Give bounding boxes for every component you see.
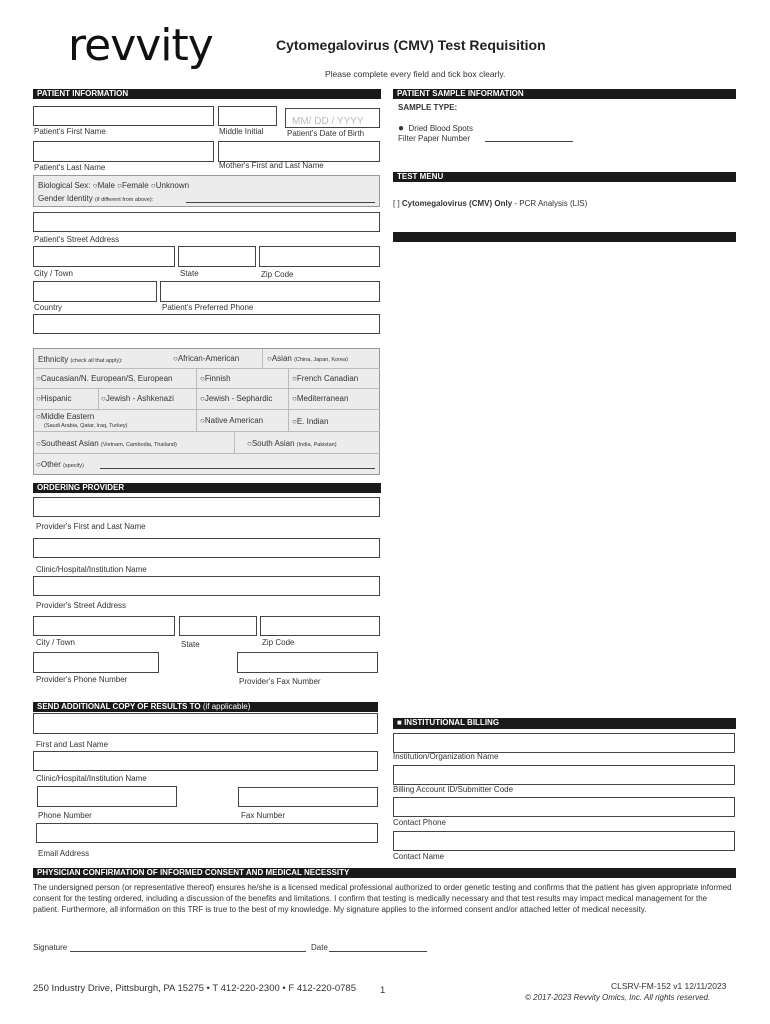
sex-male-radio[interactable]: ○Male bbox=[92, 181, 115, 190]
copyright: © 2017-2023 Revvity Omics, Inc. All rights reserved. bbox=[525, 993, 711, 1002]
billing-contact-phone-label: Contact Phone bbox=[393, 818, 446, 827]
footer-address: 250 Industry Drive, Pittsburgh, PA 15275 • T 412-220-2300 • F 412-220-0785 bbox=[33, 983, 356, 994]
provider-city-label: City / Town bbox=[36, 638, 75, 647]
sex-gender-panel bbox=[33, 175, 380, 207]
send-copy-heading: SEND ADDITIONAL COPY OF RESULTS TO (if applicable) bbox=[33, 702, 378, 712]
provider-name-label: Provider's First and Last Name bbox=[36, 522, 146, 531]
middle-initial-label: Middle Initial bbox=[219, 127, 264, 136]
mother-name-field[interactable] bbox=[218, 141, 380, 162]
patient-info-heading: PATIENT INFORMATION bbox=[33, 89, 381, 99]
eth-hispanic-radio[interactable]: ○Hispanic bbox=[36, 394, 72, 403]
patient-last-name-field[interactable] bbox=[33, 141, 214, 162]
eth-southeast-asian-radio[interactable]: ○Southeast Asian (Vietnam, Cambodia, Thailand) bbox=[36, 439, 177, 448]
eth-native-american-radio[interactable]: ○Native American bbox=[200, 416, 264, 425]
eth-asian-radio[interactable]: ○Asian (China, Japan, Korea) bbox=[267, 354, 348, 363]
blank-bar bbox=[393, 232, 736, 242]
middle-initial-field[interactable] bbox=[218, 106, 277, 126]
dob-field[interactable] bbox=[285, 108, 380, 128]
provider-fax-field[interactable] bbox=[237, 652, 378, 673]
filter-paper-line[interactable] bbox=[485, 141, 573, 142]
instruction-text: Please complete every field and tick box clearly. bbox=[325, 69, 506, 79]
eth-other-line[interactable] bbox=[100, 468, 375, 469]
ethnicity-panel bbox=[33, 348, 380, 475]
copy-clinic-field[interactable] bbox=[33, 751, 378, 771]
eth-finnish-radio[interactable]: ○Finnish bbox=[200, 374, 231, 383]
provider-state-field[interactable] bbox=[179, 616, 257, 636]
signature-label: Signature bbox=[33, 943, 68, 952]
billing-account-field[interactable] bbox=[393, 765, 735, 785]
sex-unknown-radio[interactable]: ○Unknown bbox=[150, 181, 190, 190]
provider-zip-field[interactable] bbox=[260, 616, 380, 636]
patient-country-field[interactable] bbox=[33, 281, 157, 302]
patient-zip-label: Zip Code bbox=[261, 270, 294, 279]
filter-paper-label: Filter Paper Number bbox=[398, 134, 471, 143]
gender-identity-row bbox=[38, 194, 153, 203]
eth-jewish-sephardic-radio[interactable]: ○Jewish - Sephardic bbox=[200, 394, 273, 403]
date-label: Date bbox=[311, 943, 328, 952]
institutional-billing-heading: ■ INSTITUTIONAL BILLING bbox=[393, 718, 736, 729]
sample-info-heading: PATIENT SAMPLE INFORMATION bbox=[393, 89, 736, 99]
provider-fax-label: Provider's Fax Number bbox=[239, 677, 321, 686]
billing-contact-name-label: Contact Name bbox=[393, 852, 445, 861]
patient-city-label: City / Town bbox=[34, 269, 73, 278]
gender-identity-label: Gender Identity bbox=[38, 194, 93, 203]
provider-name-field[interactable] bbox=[33, 497, 380, 517]
form-id: CLSRV-FM-152 v1 12/11/2023 bbox=[611, 981, 727, 991]
middle-eastern-note: (Saudi Arabia, Qatar, Iraq, Turkey) bbox=[44, 423, 128, 429]
page-title: Cytomegalovirus (CMV) Test Requisition bbox=[276, 37, 546, 53]
provider-street-label: Provider's Street Address bbox=[36, 601, 127, 610]
patient-country-label: Country bbox=[34, 303, 63, 312]
patient-zip-field[interactable] bbox=[259, 246, 380, 267]
copy-phone-label: Phone Number bbox=[38, 811, 92, 820]
copy-fax-field[interactable] bbox=[238, 787, 378, 807]
billing-contact-name-field[interactable] bbox=[393, 831, 735, 851]
sex-female-radio[interactable]: ○Female bbox=[117, 181, 149, 190]
copy-email-field[interactable] bbox=[36, 823, 378, 843]
test-menu-heading: TEST MENU bbox=[393, 172, 736, 182]
mother-name-label: Mother's First and Last Name bbox=[219, 161, 324, 170]
patient-extra-field[interactable] bbox=[33, 314, 380, 334]
cmv-test-option[interactable]: [ ] Cytomegalovirus (CMV) Only - PCR Analysis (LIS) bbox=[393, 199, 588, 208]
patient-city-field[interactable] bbox=[33, 246, 175, 267]
copy-phone-field[interactable] bbox=[37, 786, 177, 807]
provider-clinic-field[interactable] bbox=[33, 538, 380, 558]
eth-french-canadian-radio[interactable]: ○French Canadian bbox=[292, 374, 359, 383]
copy-clinic-label: Clinic/Hospital/Institution Name bbox=[36, 774, 147, 783]
ethnicity-label: Ethnicity (check all that apply): bbox=[38, 355, 123, 364]
eth-mediterranean-radio[interactable]: ○Mediterranean bbox=[292, 394, 349, 403]
dried-blood-spots-option[interactable]: ● Dried Blood Spots bbox=[398, 123, 473, 134]
sample-type-label: SAMPLE TYPE: bbox=[398, 103, 458, 112]
bio-sex-label: Biological Sex: bbox=[38, 181, 91, 190]
patient-state-label: State bbox=[180, 269, 199, 278]
billing-org-field[interactable] bbox=[393, 733, 735, 753]
eth-african-american-radio[interactable]: ○African-American bbox=[173, 354, 240, 363]
dob-placeholder: MM/ DD / YYYY bbox=[292, 116, 364, 127]
provider-clinic-label: Clinic/Hospital/Institution Name bbox=[36, 565, 147, 574]
filled-radio-icon: ● bbox=[398, 123, 405, 134]
revvity-logo: revvity bbox=[68, 20, 213, 71]
patient-first-name-field[interactable] bbox=[33, 106, 214, 126]
patient-phone-label: Patient's Preferred Phone bbox=[162, 303, 254, 312]
ordering-provider-heading: ORDERING PROVIDER bbox=[33, 483, 381, 493]
eth-other-radio[interactable]: ○Other (specify) bbox=[36, 460, 84, 469]
consent-heading: PHYSICIAN CONFIRMATION OF INFORMED CONSENT AND MEDICAL NECESSITY bbox=[33, 868, 736, 878]
eth-south-asian-radio[interactable]: ○South Asian (India, Pakistan) bbox=[247, 439, 337, 448]
consent-text: The undersigned person (or representative thereof) ensures he/she is a licensed medical professional authorized to order genetic testing and confirms that the patient has given appropriate informed consent for the testing ordered, including a discussion of the benefits and limitations. I confirm that testing is medically necessary and that test results may impact medical management for the patient. Furthermore, all information on this TRF is true to the best of my knowledge. My signature applies to the informed consent and/or attached letter of medical necessity. bbox=[33, 883, 732, 914]
gender-identity-line[interactable] bbox=[186, 202, 375, 203]
page-number: 1 bbox=[380, 985, 386, 996]
provider-phone-label: Provider's Phone Number bbox=[36, 675, 128, 684]
eth-jewish-ashkenazi-radio[interactable]: ○Jewish - Ashkenazi bbox=[101, 394, 174, 403]
billing-contact-phone-field[interactable] bbox=[393, 797, 735, 817]
first-name-label: Patient's First Name bbox=[34, 127, 106, 136]
gender-identity-note: (if different from above): bbox=[94, 197, 154, 203]
eth-middle-eastern-radio[interactable]: ○Middle Eastern bbox=[36, 412, 95, 421]
last-name-label: Patient's Last Name bbox=[34, 163, 106, 172]
copy-name-field[interactable] bbox=[33, 713, 378, 734]
provider-zip-label: Zip Code bbox=[262, 638, 295, 647]
copy-name-label: First and Last Name bbox=[36, 740, 109, 749]
billing-account-label: Billing Account ID/Submitter Code bbox=[393, 785, 514, 794]
patient-street-label: Patient's Street Address bbox=[34, 235, 120, 244]
patient-street-field[interactable] bbox=[33, 212, 380, 232]
provider-phone-field[interactable] bbox=[33, 652, 159, 673]
copy-email-label: Email Address bbox=[38, 849, 90, 858]
bio-sex-row bbox=[38, 181, 189, 190]
patient-state-field[interactable] bbox=[178, 246, 256, 267]
dob-label: Patient's Date of Birth bbox=[287, 129, 365, 138]
signature-line[interactable] bbox=[70, 951, 306, 952]
copy-fax-label: Fax Number bbox=[241, 811, 286, 820]
billing-org-label: Institution/Organization Name bbox=[393, 752, 499, 761]
provider-city-field[interactable] bbox=[33, 616, 175, 636]
provider-street-field[interactable] bbox=[33, 576, 380, 596]
eth-e-indian-radio[interactable]: ○E. Indian bbox=[292, 417, 329, 426]
square-icon: ■ bbox=[397, 718, 402, 727]
date-line[interactable] bbox=[329, 951, 427, 952]
patient-phone-field[interactable] bbox=[160, 281, 380, 302]
eth-caucasian-radio[interactable]: ○Caucasian/N. European/S. European bbox=[36, 374, 173, 383]
provider-state-label: State bbox=[181, 640, 200, 649]
